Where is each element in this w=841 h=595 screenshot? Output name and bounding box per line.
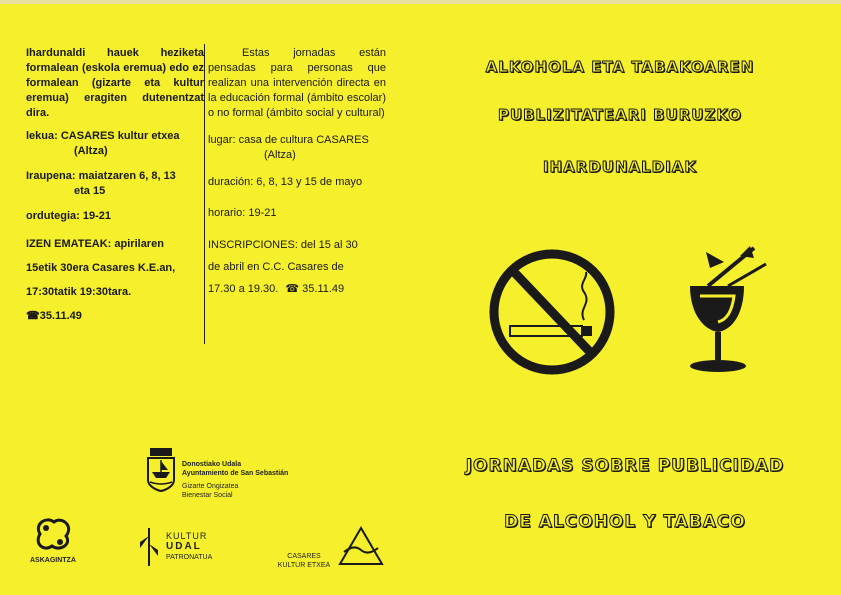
spanish-reg-line3-wrap	[208, 279, 386, 299]
spanish-place-sub: (Altza)	[264, 149, 296, 161]
askagintza-logo-icon	[32, 514, 74, 554]
city-line3: Gizarte Ongizatea	[182, 483, 239, 490]
casares-line1: CASARES	[287, 553, 321, 560]
basque-intro: Ihardunaldi hauek heziketa formalean (eskola eremua) edo ez formalean (gizarte eta kultur eremua) eragiten dutenentzat dira.	[26, 47, 204, 119]
basque-reg-line3: 17:30tatik 19:30tara.	[26, 286, 132, 298]
city-logo-text	[182, 460, 292, 500]
basque-phone: ☎35.11.49	[26, 310, 82, 322]
city-line4: Bienestar Social	[182, 492, 233, 499]
cover-title-line2: PUBLIZITATEARI BURUZKO	[497, 106, 743, 124]
spanish-duration: duración: 6, 8, 13 y 15 de mayo	[208, 176, 363, 188]
basque-duration-sub: eta 15	[74, 185, 106, 197]
spanish-registration	[208, 235, 386, 299]
kultur-line2: UDAL	[166, 541, 202, 552]
spanish-place-value: lugar: casa de cultura CASARES	[208, 134, 369, 146]
kultur-udal-text	[166, 532, 212, 562]
basque-duration-value: maiatzaren 6, 8, 13	[78, 170, 176, 182]
casares-text	[272, 552, 336, 570]
basque-place-value: CASARES kultur etxea	[60, 130, 180, 142]
cover-title-line3: IHARDUNALDIAK	[543, 158, 697, 176]
page-edge	[0, 0, 841, 4]
spanish-reg-line1: INSCRIPCIONES: del 15 al 30	[208, 239, 358, 251]
cover-subtitle-line1: JORNADAS SOBRE PUBLICIDAD	[465, 456, 785, 476]
cover-subtitle-line2: DE ALCOHOL Y TABACO	[504, 512, 746, 532]
spanish-reg-line3: 17.30 a 19.30.	[208, 283, 279, 295]
spanish-info-column	[208, 46, 386, 299]
city-line2: Ayuntamiento de San Sebastián	[182, 470, 289, 477]
spanish-place	[208, 133, 386, 163]
basque-schedule: ordutegia: 19-21	[26, 210, 111, 222]
city-line1: Donostiako Udala	[182, 461, 242, 468]
spanish-phone: ☎ 35.11.49	[285, 283, 345, 295]
basque-reg-line1: IZEN EMATEAK: apirilaren	[26, 238, 164, 250]
basque-info-column	[26, 46, 204, 326]
kultur-line3: PATRONATUA	[166, 554, 213, 561]
casares-triangle-icon	[338, 526, 384, 566]
spanish-intro: Estas jornadas están pensadas para personas que realizan una intervención directa en la educación formal (ámbito escolar) o no formal (ámbito social y cultural)	[208, 47, 386, 119]
basque-reg-line2: 15etik 30era Casares K.E.an,	[26, 262, 176, 274]
spanish-schedule: horario: 19-21	[208, 207, 277, 219]
column-divider	[204, 44, 205, 344]
basque-registration	[26, 234, 204, 326]
basque-place	[26, 129, 204, 159]
basque-place-label: lekua:	[26, 130, 58, 142]
spanish-reg-line2: de abril en C.C. Casares de	[208, 261, 344, 273]
basque-duration-label: Iraupena:	[26, 170, 76, 182]
askagintza-text: ASKAGINTZA	[30, 557, 76, 564]
cocktail-glass-icon	[684, 242, 774, 382]
basque-duration	[26, 169, 204, 199]
casares-line2: KULTUR ETXEA	[277, 562, 331, 569]
cover-title-line1: ALKOHOLA ETA TABAKOAREN	[485, 58, 755, 76]
no-smoking-icon	[488, 248, 616, 376]
kultur-line1: KULTUR	[166, 531, 208, 541]
kultur-udal-logo-icon	[138, 526, 160, 568]
city-coat-of-arms-icon	[146, 446, 176, 492]
basque-place-sub: (Altza)	[74, 145, 108, 157]
